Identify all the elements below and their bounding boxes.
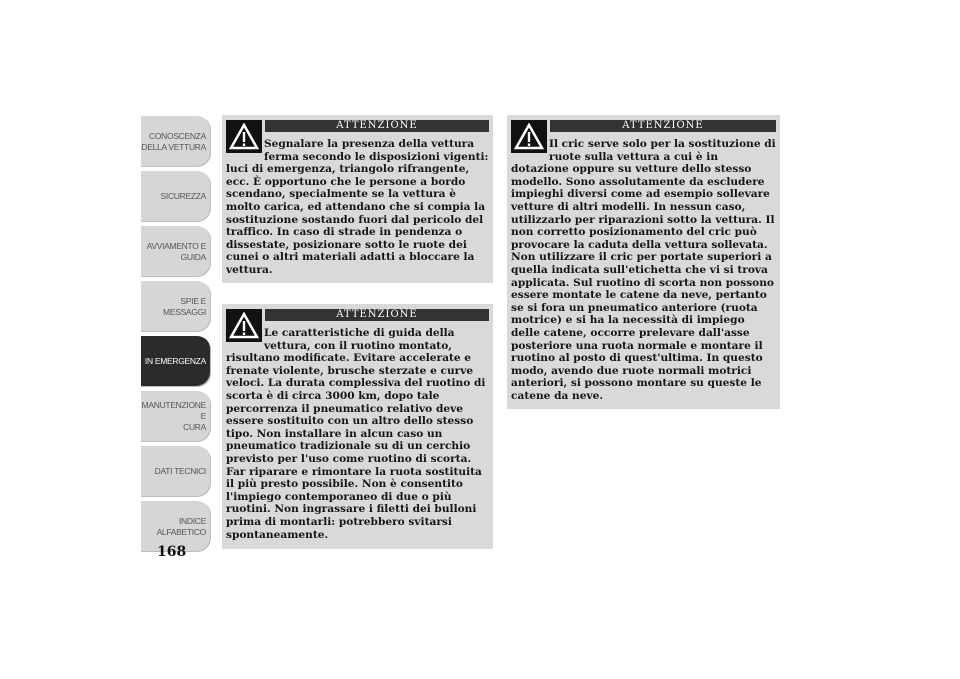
warning-body: dotazione oppure su vetture dello stesso modello. Sono assolutamente da escludere impieghi diversi come ad esempio sollevare vetture di altri modelli. In nessun caso, utilizzarlo per riparazioni sotto la vettura. Il non corretto posizionamento del cric può provocare la caduta della vettura sollevata. Non utilizzare il cric per portate superiori a quella indicata sull'etichetta che vi si trova applicata. Sul ruotino di scorta non possono essere montate le catene da neve, pertanto se si fora un pneumatico anteriore (ruota motrice) e si ha la necessità di impiego delle catene, occorre prelevare dall'asse posteriore una ruota normale e montare il ruotino al posto di quest'ultima. In questo modo, avendo due ruote normali motrici anteriori, si possono montare su queste le catene da neve. (511, 163, 775, 402)
tab-manutenzione-e-cura[interactable] (141, 391, 211, 442)
tab-label: IN EMERGENZA (144, 356, 206, 366)
tab-label: SPIE E MESSAGGI (163, 295, 206, 317)
tab-label: INDICE ALFABETICO (156, 515, 206, 537)
tab-avviamento-e-guida[interactable] (141, 226, 211, 277)
warning-lead: Le caratteristiche di guida della vettura, con il ruotino montato, (264, 327, 455, 352)
warning-lead: Il cric serve solo per la sostituzione di ruote sulla vettura a cui è in (549, 138, 776, 163)
warning-box-2 (222, 304, 493, 549)
warning-text (226, 138, 489, 277)
tab-sicurezza[interactable] (141, 171, 211, 222)
tab-label: CONOSCENZA DELLA VETTURA (141, 130, 206, 152)
warning-text (511, 138, 776, 402)
warning-heading: ATTENZIONE (550, 120, 776, 132)
warning-heading: ATTENZIONE (265, 120, 489, 132)
tab-label: MANUTENZIONE E CURA (141, 400, 206, 432)
tab-dati-tecnici[interactable] (141, 446, 211, 497)
warning-body: risultano modificate. Evitare accelerate e frenate violente, brusche sterzate e curve veloci. La durata complessiva del ruotino di scorta è di circa 3000 km, dopo tale percorrenza il pneumatico relativo deve essere sostituito con un altro dello stesso tipo. Non installare in alcun caso un pneumatico tradizionale su di un cerchio previsto per l'uso come ruotino di scorta. Far riparare e rimontare la ruota sostituita il più presto possibile. Non è consentito l'impiego contemporaneo di due o più ruotini. Non ingrassare i filetti dei bulloni prima di montarli: potrebbero svitarsi spontaneamente. (226, 352, 486, 541)
warning-text (226, 327, 489, 541)
chapter-tabs (141, 116, 211, 556)
tab-conoscenza-della-vettura[interactable] (141, 116, 211, 167)
warning-lead: Segnalare la presenza della vettura ferma secondo le disposizioni vigenti: (264, 138, 489, 163)
tab-label: DATI TECNICI (154, 466, 206, 476)
warning-heading: ATTENZIONE (265, 309, 489, 321)
warning-box-1 (222, 115, 493, 283)
page-number: 168 (157, 544, 187, 560)
warning-box-3 (507, 115, 780, 409)
tab-label: AVVIAMENTO E GUIDA (146, 240, 206, 262)
tab-label: SICUREZZA (160, 191, 206, 201)
tab-in-emergenza[interactable] (141, 336, 211, 387)
warning-body: luci di emergenza, triangolo rifrangente, ecc. È opportuno che le persone a bordo scendano, specialmente se la vettura è molto carica, ed attendano che si compia la sostituzione sostando fuori dal pericolo del traffico. In caso di strade in pendenza o dissestate, posizionare sotto le ruote dei cunei o altri materiali adatti a bloccare la vettura. (226, 163, 486, 276)
tab-spie-e-messaggi[interactable] (141, 281, 211, 332)
